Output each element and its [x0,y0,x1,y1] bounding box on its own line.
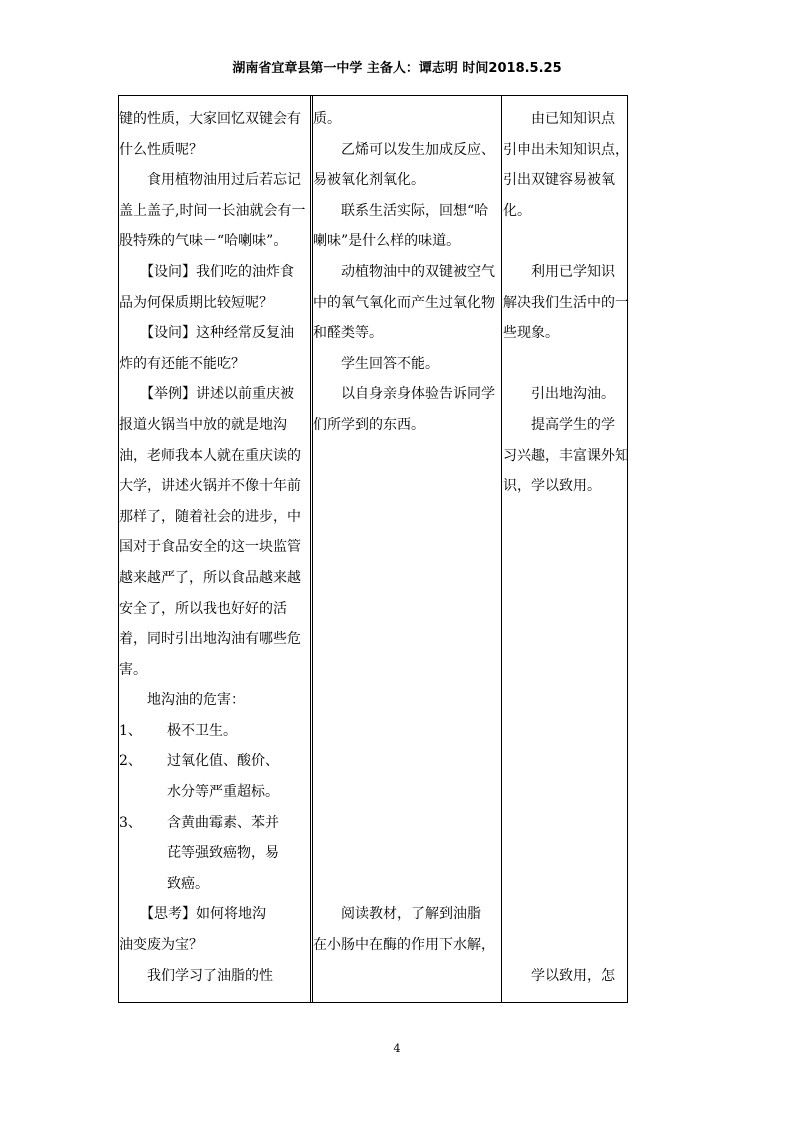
blank-line [503,226,627,257]
list-text: 芘等强致癌物，易 [167,845,279,862]
text-line: 引申出未知知识点， [503,141,629,158]
blank-line [313,808,499,839]
blank-line [503,777,627,808]
list-text: 极不卫生。 [167,722,237,739]
list-number: 1、 [119,722,142,739]
list-text: 致癌。 [167,875,209,892]
blank-line [503,349,627,380]
text-line: 们所学到的东西。 [313,416,425,433]
text-line: 喇味”是什么样的味道。 [313,233,461,250]
blank-line [503,838,627,869]
page-number: 4 [393,1042,401,1055]
text-line: 什么性质呢？ [119,141,203,158]
text-line: 和醛类等。 [313,325,383,342]
blank-line [503,563,627,594]
text-line: 学生回答不能。 [313,355,439,372]
text-line: 油变废为宝？ [119,937,203,954]
text-line: 键的性质，大家回忆双键会有 [119,111,301,127]
blank-line [313,838,499,869]
hazard-list-item [119,869,309,900]
text-line: 易被氧化剂氧化。 [313,172,425,189]
text-line: 油，老师我本人就在重庆读的 [119,447,301,464]
blank-line [503,502,627,533]
text-line: 由已知知识点 [503,111,615,127]
text-line: 【设问】这种经常反复油 [119,325,294,342]
text-line: 国对于食品安全的这一块监管 [119,539,301,556]
text-line: 引出双键容易被氧 [503,172,615,189]
blank-line [503,808,627,839]
blank-line [313,716,499,747]
blank-line [503,594,627,625]
blank-line [503,624,627,655]
blank-line [313,685,499,716]
text-line: 【设问】我们吃的油炸食 [119,263,294,280]
text-line: 联系生活实际，回想“哈 [313,202,489,219]
text-line: 品为何保质期比较短呢？ [119,294,273,311]
list-text: 含黄曲霉素、苯并 [167,814,279,831]
blank-line [313,563,499,594]
blank-line [313,441,499,472]
text-line: 【举例】讲述以前重庆被 [119,386,294,403]
blank-line [313,624,499,655]
blank-line [503,746,627,777]
text-line: 阅读教材，了解到油脂 [313,906,481,923]
text-line: 害。 [119,661,147,678]
text-line: 化。 [503,202,531,219]
blank-line [503,655,627,686]
text-line: 盖上盖子,时间一长油就会有一 [119,202,306,219]
text-line: 【思考】如何将地沟 [119,906,266,923]
blank-line [503,899,627,930]
blank-line [503,716,627,747]
blank-line [503,930,627,961]
lesson-table [118,95,628,1003]
blank-line [313,777,499,808]
blank-line [503,869,627,900]
text-line: 习兴趣，丰富课外知 [503,447,629,464]
text-line: 炸的有还能不能吃？ [119,355,245,372]
text-line: 着，同时引出地沟油有哪些危 [119,631,301,648]
text-line: 安全了，所以我也好好的活 [119,600,287,617]
page-header: 湖南省宜章县第一中学 主备人：谭志明 时间2018.5.25 [232,61,562,76]
text-line: 质。 [313,111,341,127]
hazard-list-item [119,808,309,839]
text-line: 解决我们生活中的一 [503,294,629,311]
blank-line [313,502,499,533]
design-intent-column [503,104,627,991]
blank-line [503,532,627,563]
text-line: 那样了，随着社会的进步，中 [119,508,301,525]
blank-line [313,655,499,686]
text-line: 股特殊的气味－“哈喇味”。 [119,233,288,250]
hazard-list-item [119,746,309,777]
list-text: 过氧化值、酸价、 [167,753,279,770]
text-line: 些现象。 [503,325,559,342]
text-line: 中的氧气氧化而产生过氧化物 [313,294,495,311]
blank-line [313,471,499,502]
list-text: 水分等严重超标。 [167,784,279,801]
list-number: 3、 [119,814,142,831]
text-line: 地沟油的危害： [119,692,245,709]
text-line: 在小肠中在酶的作用下水解， [313,937,495,954]
text-line: 识，学以致用。 [503,478,601,495]
text-line: 乙烯可以发生加成反应、 [313,141,495,158]
text-line: 利用已学知识 [503,263,615,280]
student-activity-column [313,104,499,961]
blank-line [313,869,499,900]
column-divider [501,96,502,1002]
text-line: 我们学习了油脂的性 [119,967,273,984]
text-line: 提高学生的学 [503,416,615,433]
text-line: 以自身亲身体验告诉同学 [313,386,495,403]
text-line: 动植物油中的双键被空气 [313,263,495,280]
list-number: 2、 [119,753,142,770]
blank-line [313,746,499,777]
text-line: 报道火锅当中放的就是地沟 [119,416,287,433]
text-line: 越来越严了，所以食品越来越 [119,569,301,586]
blank-line [313,594,499,625]
hazard-list-item [119,838,309,869]
teacher-activity-column [119,104,309,991]
blank-line [503,685,627,716]
text-line: 大学，讲述火锅并不像十年前 [119,478,301,495]
hazard-list-item [119,777,309,808]
hazard-list-item [119,716,309,747]
text-line: 学以致用，怎 [503,967,615,984]
blank-line [313,532,499,563]
column-divider [310,96,311,1002]
text-line: 引出地沟油。 [503,386,615,403]
text-line: 食用植物油用过后若忘记 [119,172,301,189]
